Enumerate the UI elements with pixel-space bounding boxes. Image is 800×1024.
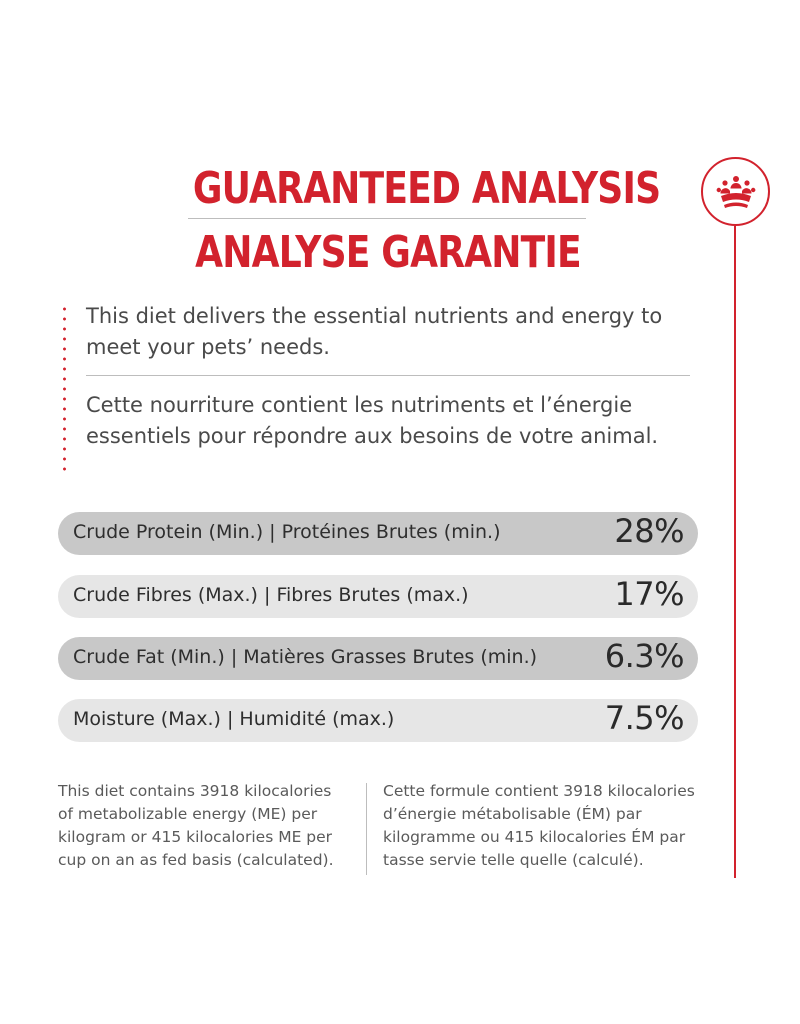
nutrient-label: Crude Fat (Min.) | Matières Grasses Brutes (min.) [73,646,538,668]
nutrient-value: 17% [614,575,684,613]
crown-icon [716,175,756,211]
nutrient-row-fat [58,637,698,680]
nutrient-label: Moisture (Max.) | Humidité (max.) [73,708,395,730]
title-divider [188,218,586,219]
calorie-note-french: Cette formule contient 3918 kilocalories d’énergie métabolisable (ÉM) par kilogramme ou 415 kilocalories ÉM par tasse servie telle quelle (calculé). [383,782,695,869]
intro-english: This diet delivers the essential nutrients and energy to meet your pets’ needs. [86,304,663,359]
nutrient-row-moisture [58,699,698,742]
dotted-accent [63,304,66,474]
badge-vertical-line [734,226,736,878]
nutrient-row-fibre [58,575,698,618]
nutrient-label: Crude Protein (Min.) | Protéines Brutes (min.) [73,521,501,543]
nutrient-value: 7.5% [604,699,684,737]
calorie-note-english: This diet contains 3918 kilocalories of metabolizable energy (ME) per kilogram or 415 kilocalories ME per cup on an as fed basis (calculated). [58,782,334,869]
nutrient-row-protein [58,512,698,555]
title-english: GUARANTEED ANALYSIS [192,163,661,214]
intro-french: Cette nourriture contient les nutriments et l’énergie essentiels pour répondre aux besoins de votre animal. [86,393,659,448]
nutrient-value: 28% [614,512,684,550]
brand-badge [701,157,770,226]
nutrient-value: 6.3% [604,637,684,675]
nutrient-label: Crude Fibres (Max.) | Fibres Brutes (max.) [73,584,469,606]
intro-divider [86,375,690,376]
title-french: ANALYSE GARANTIE [195,227,581,278]
notes-divider [366,783,367,875]
